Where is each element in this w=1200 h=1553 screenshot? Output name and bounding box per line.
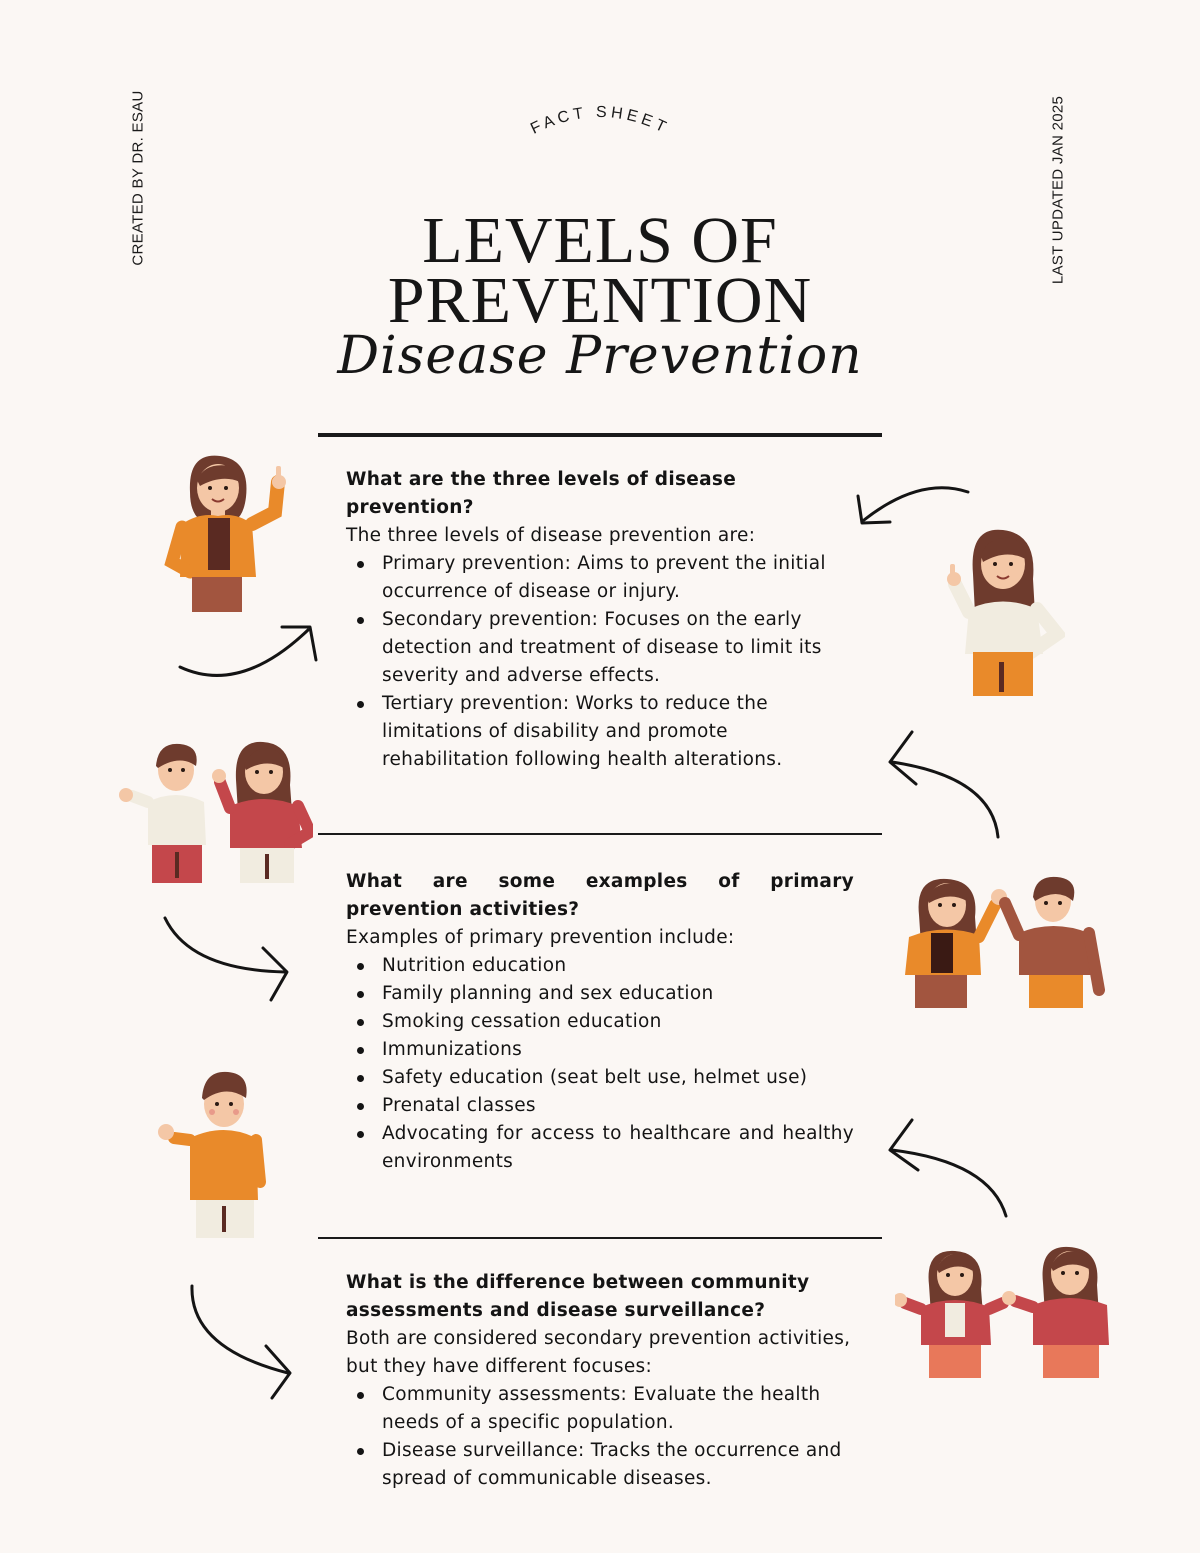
list-item: Safety education (seat belt use, helmet use) <box>346 1064 854 1092</box>
list-item: Nutrition education <box>346 952 854 980</box>
list-item: Disease surveillance: Tracks the occurrence and spread of communicable diseases. <box>346 1437 854 1493</box>
list-item: Family planning and sex education <box>346 980 854 1008</box>
bullet-list <box>346 952 854 1176</box>
created-by-label: CREATED BY DR. ESAU <box>129 90 147 266</box>
page-subtitle: Disease Prevention <box>337 326 863 386</box>
curved-arrow-icon <box>180 1278 300 1403</box>
list-item: Advocating for access to healthcare and healthy environments <box>346 1120 854 1176</box>
man-presenting-illustration <box>152 1070 267 1240</box>
section-divider-2 <box>318 1237 882 1239</box>
woman-pointing-left-illustration <box>935 524 1065 699</box>
top-divider <box>318 433 882 437</box>
curved-arrow-icon <box>880 1112 1015 1222</box>
list-item: Prenatal classes <box>346 1092 854 1120</box>
list-item: Primary prevention: Aims to prevent the initial occurrence of disease or injury. <box>346 550 854 606</box>
svg-text:FACT SHEET <box>528 104 672 138</box>
list-item: Secondary prevention: Focuses on the early detection and treatment of disease to limit its severity and adverse effects. <box>346 606 854 690</box>
page-title-line2: PREVENTION <box>387 264 813 337</box>
section-question: What is the difference between community assessments and disease surveillance? <box>346 1272 810 1321</box>
section-primary-examples <box>346 868 854 1176</box>
section-assessment-vs-surveillance <box>346 1269 854 1493</box>
curved-arrow-icon <box>155 910 295 1005</box>
fact-sheet-eyebrow <box>500 92 700 152</box>
list-item: Smoking cessation education <box>346 1008 854 1036</box>
list-item: Community assessments: Evaluate the health needs of a specific population. <box>346 1381 854 1437</box>
two-women-gesturing-illustration <box>895 1245 1115 1380</box>
section-intro: The three levels of disease prevention are: <box>346 525 756 546</box>
section-question: What are some examples of primary prevention activities? <box>346 871 854 920</box>
section-question: What are the three levels of disease prevention? <box>346 469 737 518</box>
section-divider-1 <box>318 833 882 835</box>
bullet-list <box>346 550 854 774</box>
section-intro: Examples of primary prevention include: <box>346 927 735 948</box>
curved-arrow-icon <box>170 615 330 690</box>
woman-pointing-up-illustration <box>160 452 295 617</box>
bullet-list <box>346 1381 854 1493</box>
section-intro: Both are considered secondary prevention activities, but they have different focuses: <box>346 1328 851 1377</box>
section-levels <box>346 466 854 774</box>
list-item: Tertiary prevention: Works to reduce the limitations of disability and promote rehabilitation following health alterations. <box>346 690 854 774</box>
fact-sheet-text: FACT SHEET <box>528 103 672 138</box>
last-updated-label: LAST UPDATED JAN 2025 <box>1049 95 1067 285</box>
curved-arrow-icon <box>880 722 1010 842</box>
list-item: Immunizations <box>346 1036 854 1064</box>
two-people-gesturing-illustration <box>118 740 313 885</box>
page-title-line1: LEVELS OF <box>422 204 778 277</box>
two-people-high-five-illustration <box>895 875 1105 1010</box>
